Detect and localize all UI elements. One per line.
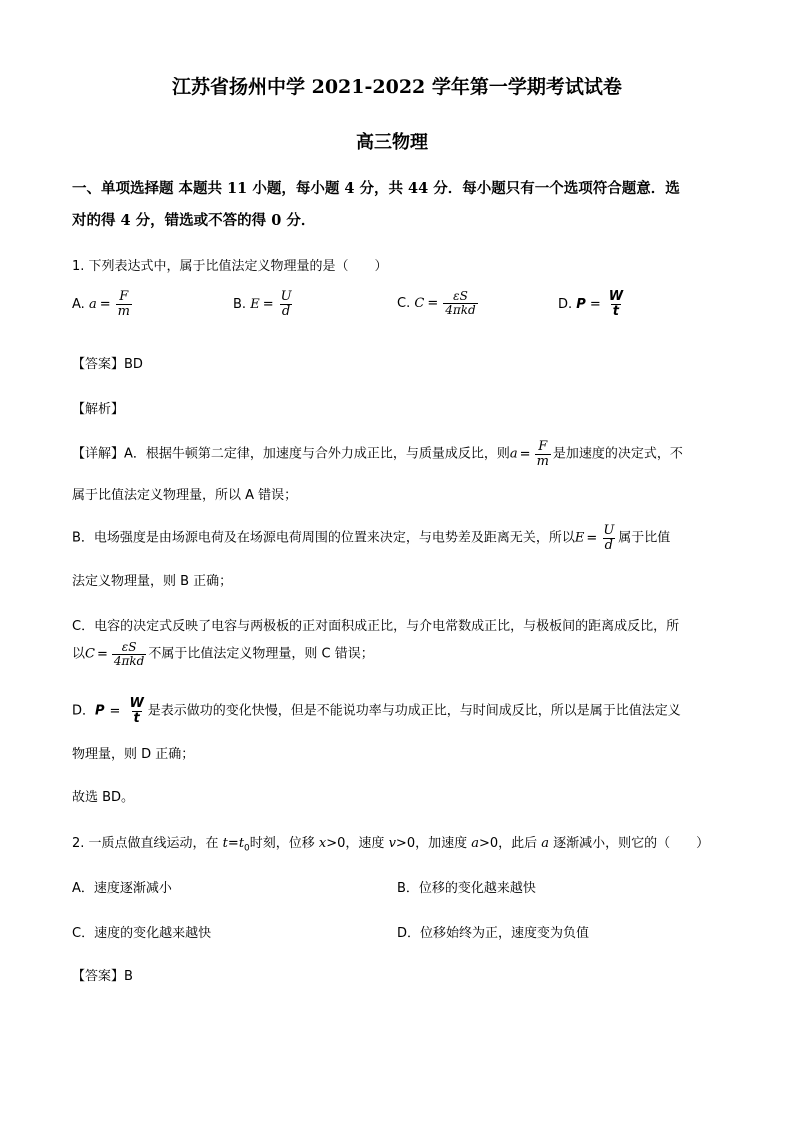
formula-fraction (116, 290, 132, 318)
text: 时刻，位移 (249, 836, 319, 851)
formula-eq: = (589, 296, 601, 312)
q1-detail-b-line1 (72, 524, 670, 552)
formula-lhs: C (414, 295, 425, 311)
q1-option-d (558, 290, 627, 318)
text: 2. 一质点做直线运动，在 (72, 836, 223, 851)
var-a: a (541, 836, 550, 851)
denominator: 4πkd (113, 653, 145, 668)
q2-option-a: A．速度逐渐减小 (72, 881, 172, 896)
formula-eq: = (109, 703, 121, 719)
option-label: B. (233, 296, 247, 312)
denominator: m (536, 453, 549, 469)
denominator: d (281, 303, 291, 319)
q1-detail-a-line1 (72, 440, 683, 468)
formula-lhs: a (88, 296, 97, 312)
text: >0，加速度 (395, 836, 472, 851)
var-t: t (222, 836, 228, 851)
var-a: a (471, 836, 479, 851)
text: >0，速度 (326, 836, 389, 851)
formula-eq: = (96, 646, 108, 662)
subject-title: 高三物理 (356, 132, 428, 153)
q2-option-c: C．速度的变化越来越快 (72, 926, 212, 941)
formula-lhs: E (250, 296, 260, 312)
numerator: W (129, 696, 144, 711)
text: 以 (72, 646, 86, 662)
q2-answer: 【答案】B (72, 969, 133, 984)
var-t0: t (238, 836, 245, 851)
option-label: D. (558, 296, 573, 312)
text: 逐渐减小，则它的（ ） (549, 836, 710, 851)
numerator: U (280, 289, 292, 304)
option-label: C. (397, 295, 411, 311)
section-heading-line2: 对的得 4 分，错选或不答的得 0 分． (72, 212, 316, 229)
numerator: W (608, 289, 624, 304)
text: 是表示做功的变化快慢，但是不能说功率与功成正比，与时间成反比，所以是属于比值法定义 (147, 703, 681, 719)
denominator: t (612, 303, 620, 319)
var-v: v (388, 836, 396, 851)
text: >0，此后 (478, 836, 542, 851)
text: 是加速度的决定式，不 (552, 446, 683, 462)
denominator: m (117, 303, 130, 319)
q1-detail-d-line1 (72, 697, 681, 725)
q1-detail-d-line2: 物理量，则 D 正确； (72, 747, 195, 762)
text: B．电场强度是由场源电荷及在场源电荷周围的位置来决定，与电势差及距离无关，所以 (72, 530, 575, 546)
text: 【详解】A．根据牛顿第二定律，加速度与合外力成正比，与质量成反比，则 (72, 446, 510, 462)
q2-option-b: B．位移的变化越来越快 (397, 881, 536, 896)
numerator: F (538, 439, 548, 454)
exam-title: 江苏省扬州中学 2021-2022 学年第一学期考试试卷 (172, 76, 622, 98)
q1-detail-b-line2: 法定义物理量，则 B 正确； (72, 574, 233, 589)
numerator: εS (453, 289, 468, 303)
q1-option-b (233, 290, 296, 318)
formula-fraction (443, 290, 477, 316)
numerator: εS (121, 640, 137, 654)
formula-eq: = (519, 446, 531, 462)
formula-fraction (112, 641, 146, 667)
formula-eq: = (262, 296, 274, 312)
q1-option-c (397, 290, 480, 316)
formula-lhs: C (85, 646, 95, 662)
denominator: t (133, 710, 140, 726)
formula-fraction (127, 697, 145, 725)
formula-eq: = (586, 530, 598, 546)
denominator: 4πkd (445, 302, 476, 317)
formula-eq: = (99, 296, 111, 312)
q1-conclusion: 故选 BD。 (72, 790, 135, 805)
q1-analysis-label: 【解析】 (72, 402, 125, 417)
formula-lhs: E (574, 530, 585, 546)
q1-answer: 【答案】BD (72, 357, 143, 372)
formula-lhs: P (576, 296, 586, 312)
formula-lhs: a (509, 446, 518, 462)
q2-option-d: D．位移始终为正，速度变为负值 (397, 926, 590, 941)
text: = (227, 836, 239, 851)
subscript: 0 (244, 843, 250, 854)
formula-fraction (279, 290, 294, 318)
q1-detail-a-line2: 属于比值法定义物理量，所以 A 错误； (72, 488, 298, 503)
formula-fraction (601, 524, 616, 552)
numerator: U (603, 523, 615, 538)
formula-lhs: P (95, 703, 105, 719)
text: 不属于比值法定义物理量，则 C 错误； (148, 646, 374, 662)
formula-fraction (607, 290, 625, 318)
section-heading-line1: 一、单项选择题 本题共 11 小题，每小题 4 分，共 44 分．每小题只有一个选项符合题意．选 (72, 180, 680, 197)
q2-stem (72, 832, 709, 854)
formula-eq: = (427, 295, 439, 311)
numerator: F (119, 289, 129, 304)
q1-option-a (72, 290, 134, 318)
q1-detail-c-line2 (72, 641, 374, 667)
q1-stem: 1. 下列表达式中，属于比值法定义物理量的是（ ） (72, 259, 388, 274)
option-label: A. (72, 296, 85, 312)
var-x: x (318, 836, 327, 851)
denominator: d (604, 537, 613, 553)
text: 属于比值 (618, 530, 671, 546)
q1-detail-c-line1: C．电容的决定式反映了电容与两极板的正对面积成正比，与介电常数成正比，与极板间的距离成反比，所 (72, 619, 680, 634)
text: D． (72, 703, 96, 719)
formula-fraction (535, 440, 551, 468)
